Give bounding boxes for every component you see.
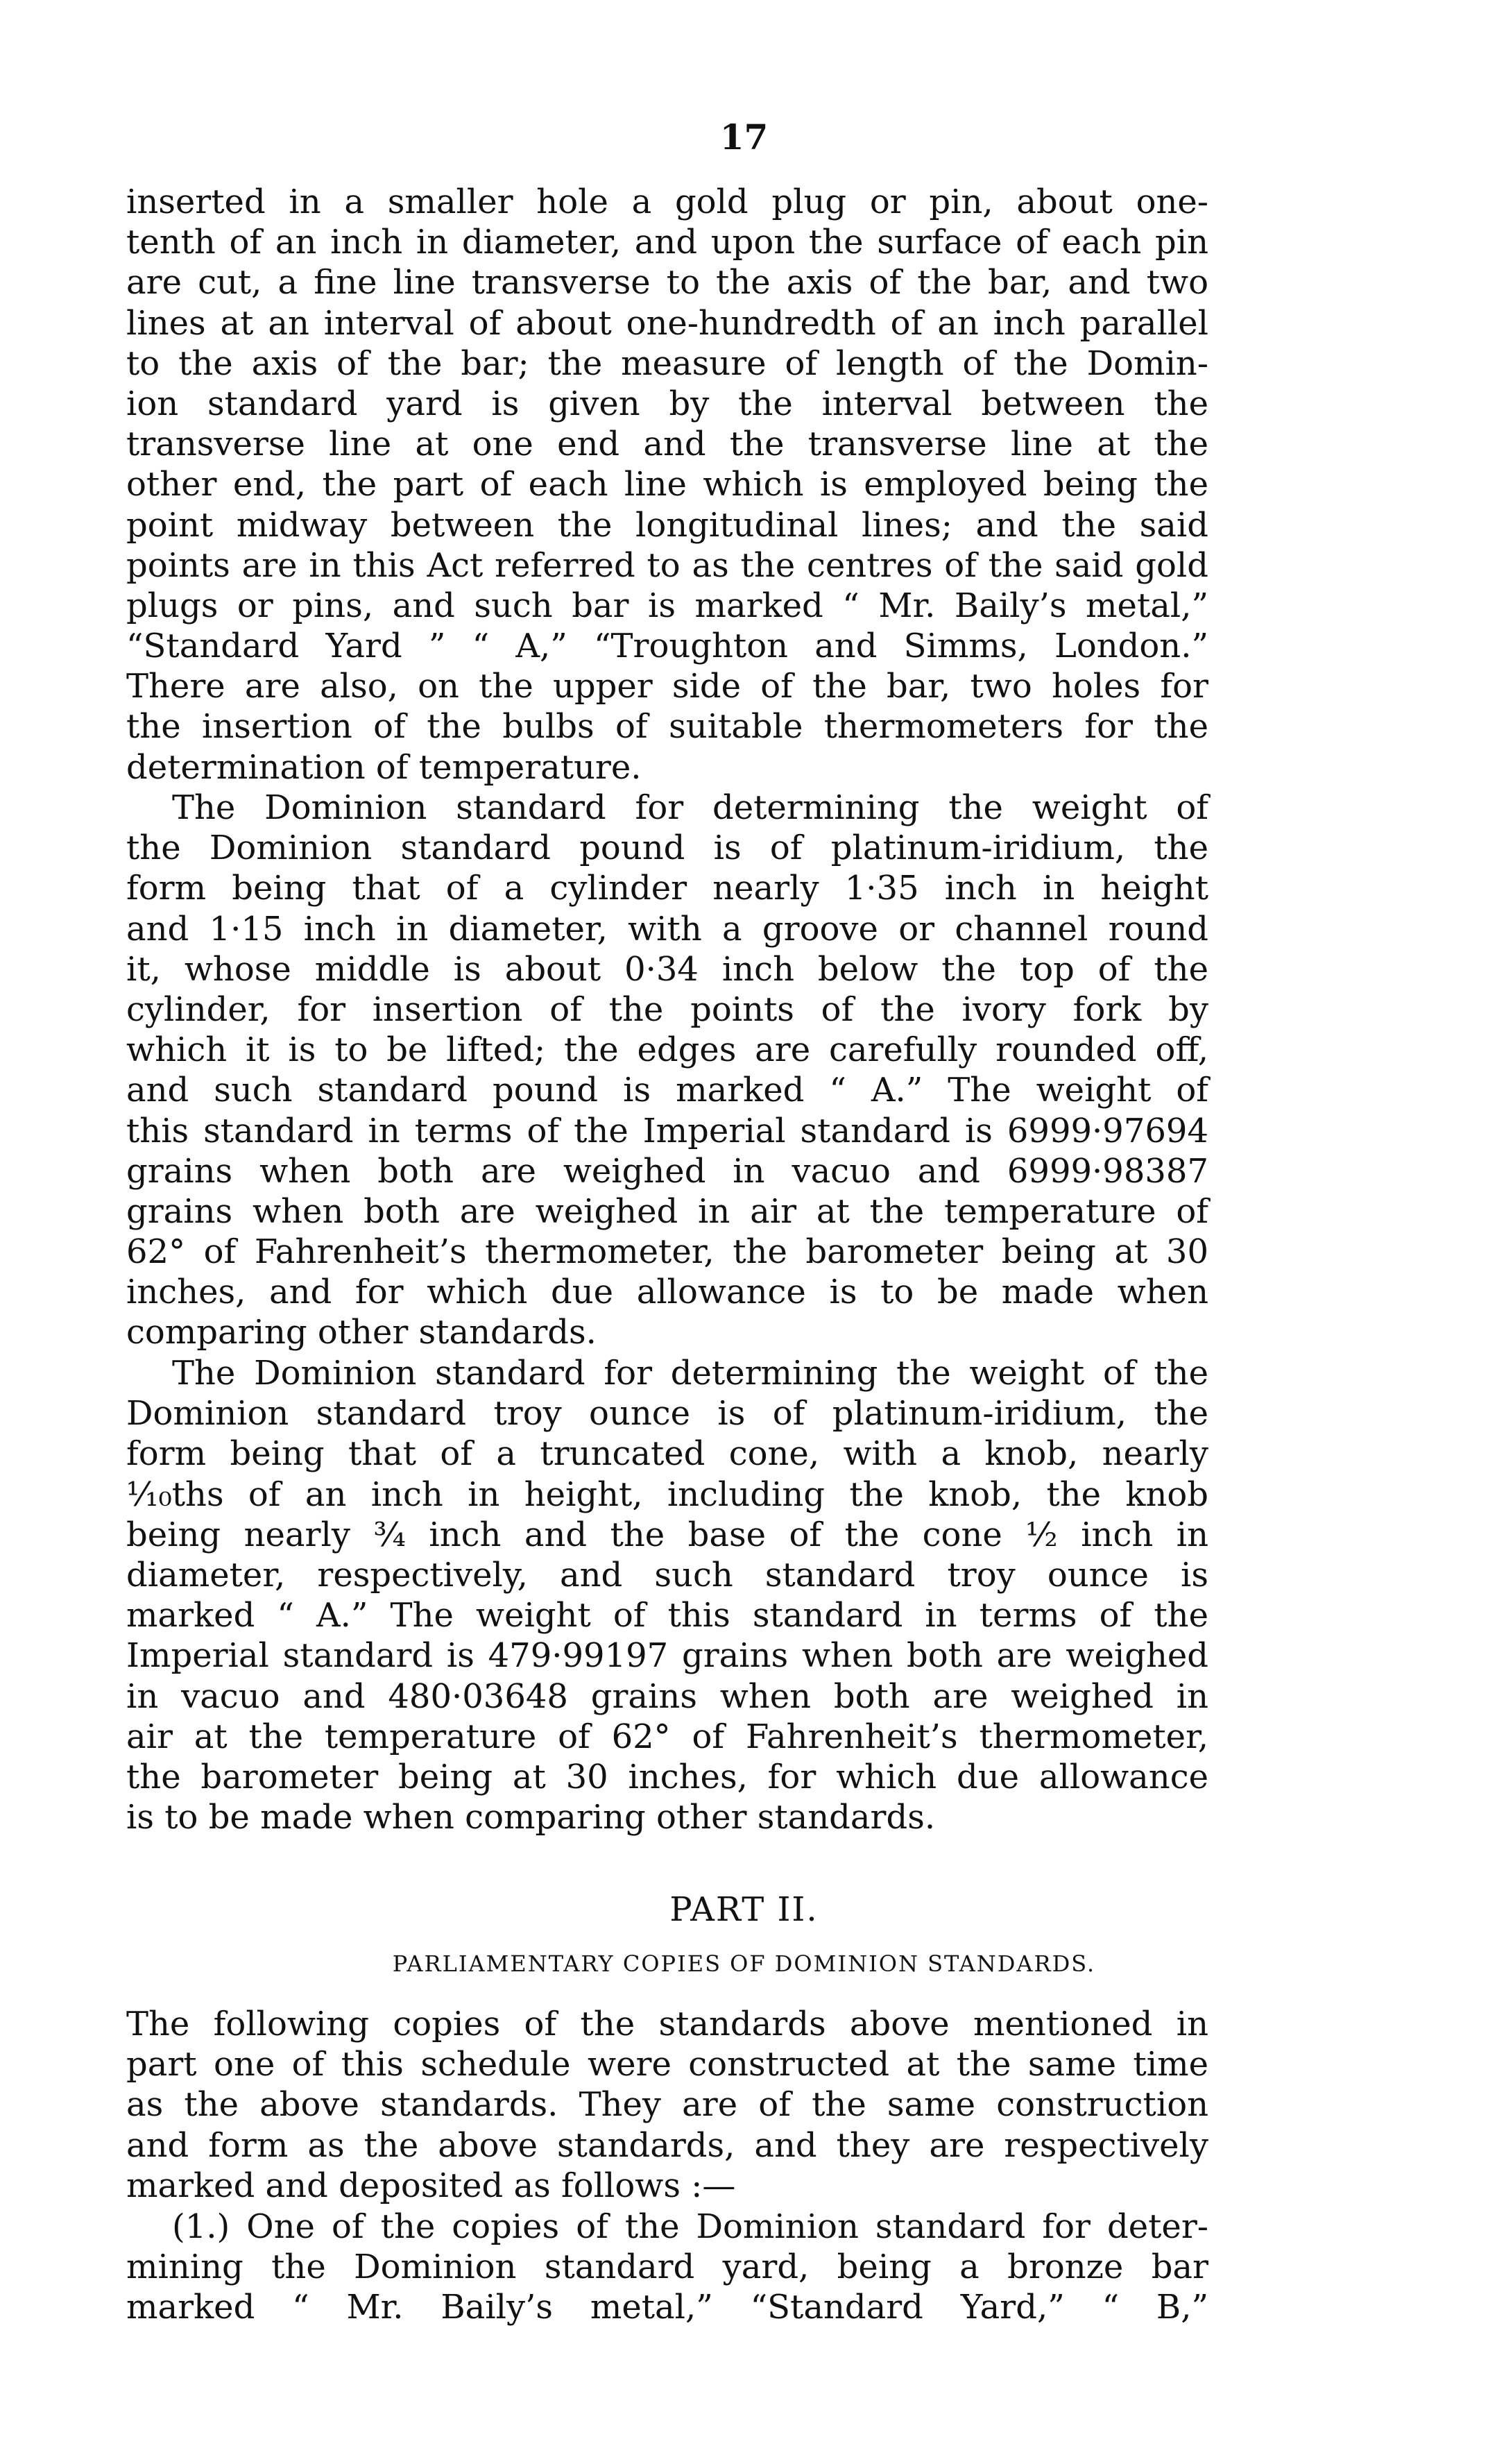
text-line: marked “ Mr. Baily’s metal,” “Standard Yard,” “ B,” (126, 2288, 1208, 2327)
text-line: The Dominion standard for determining the weight of (172, 788, 1208, 827)
text-line: as the above standards. They are of the same construction (126, 2085, 1208, 2125)
text-line: the barometer being at 30 inches, for which due allowance (126, 1757, 1208, 1796)
text-line: points are in this Act referred to as the centres of the said gold (126, 545, 1208, 585)
text-line: part one of this schedule were constructed at the same time (126, 2045, 1208, 2084)
text-line: point midway between the longitudinal lines; and the said (126, 505, 1208, 545)
part-heading: PART II. (669, 1890, 819, 1929)
paragraph-copies-intro (126, 2004, 1208, 2206)
text-line: plugs or pins, and such bar is marked “ Mr. Baily’s metal,” (126, 586, 1208, 625)
text-line: and 1·15 inch in diameter, with a groove or channel round (126, 909, 1208, 949)
text-line: are cut, a fine line transverse to the axis of the bar, and two (126, 263, 1208, 303)
text-line: air at the temperature of 62° of Fahrenheit’s thermometer, (126, 1717, 1208, 1756)
text-line: There are also, on the upper side of the bar, two holes for (126, 667, 1208, 706)
text-line: Imperial standard is 479·99197 grains when both are weighed (126, 1636, 1208, 1676)
text-line: The following copies of the standards above mentioned in (126, 2005, 1208, 2044)
text-line: which it is to be lifted; the edges are carefully rounded off, (126, 1030, 1208, 1070)
text-line: marked and deposited as follows :— (126, 2166, 736, 2205)
text-line: to the axis of the bar; the measure of length of the Domin- (126, 343, 1208, 383)
text-line: determination of temperature. (126, 747, 642, 787)
text-line: grains when both are weighed in air at the temperature of (126, 1191, 1208, 1231)
text-line: lines at an interval of about one-hundredth of an inch parallel (126, 303, 1208, 343)
text-line: the insertion of the bulbs of suitable thermometers for the (126, 707, 1208, 747)
text-line: comparing other standards. (126, 1313, 597, 1352)
paragraph-standard-troy-ounce (126, 1353, 1208, 1837)
text-line: form being that of a cylinder nearly 1·35 inch in height (126, 869, 1208, 908)
text-line: “Standard Yard ” “ A,” “Troughton and Simms, London.” (126, 627, 1208, 666)
text-line: being nearly ¾ inch and the base of the cone ½ inch in (126, 1515, 1208, 1554)
text-line: it, whose middle is about 0·34 inch below the top of the (126, 949, 1208, 989)
page-number: 17 (719, 117, 769, 158)
text-line: grains when both are weighed in vacuo and 6999·98387 (126, 1151, 1208, 1191)
text-line: is to be made when comparing other standards. (126, 1798, 936, 1837)
text-line: in vacuo and 480·03648 grains when both are weighed in (126, 1676, 1208, 1716)
paragraph-copy-1 (126, 2207, 1208, 2328)
text-line: mining the Dominion standard yard, being a bronze bar (126, 2248, 1208, 2287)
text-line: The Dominion standard for determining the weight of the (172, 1354, 1208, 1393)
text-line: (1.) One of the copies of the Dominion standard for deter- (172, 2207, 1208, 2246)
text-line: 62° of Fahrenheit’s thermometer, the barometer being at 30 (126, 1232, 1208, 1272)
text-line: cylinder, for insertion of the points of the ivory fork by (126, 989, 1208, 1029)
paragraph-continued (126, 182, 1208, 788)
text-line: marked “ A.” The weight of this standard in terms of the (126, 1596, 1208, 1635)
text-line: tenth of an inch in diameter, and upon the surface of each pin (126, 223, 1208, 262)
text-line: this standard in terms of the Imperial standard is 6999·97694 (126, 1111, 1208, 1150)
text-line: ¹⁄₁₀ths of an inch in height, including the knob, the knob (126, 1475, 1208, 1514)
text-line: inserted in a smaller hole a gold plug or pin, about one- (126, 182, 1208, 221)
text-line: and such standard pound is marked “ A.” The weight of (126, 1071, 1208, 1110)
text-line: transverse line at one end and the transverse line at the (126, 425, 1208, 464)
text-line: diameter, respectively, and such standard troy ounce is (126, 1555, 1208, 1595)
paragraph-standard-pound (126, 788, 1208, 1353)
text-line: other end, the part of each line which is employed being the (126, 465, 1208, 504)
part-subheading: PARLIAMENTARY COPIES OF DOMINION STANDARDS. (392, 1951, 1096, 1977)
text-line: ion standard yard is given by the interval between the (126, 384, 1208, 423)
text-line: and form as the above standards, and they are respectively (126, 2125, 1208, 2165)
text-line: inches, and for which due allowance is to be made when (126, 1273, 1208, 1312)
text-line: the Dominion standard pound is of platinum-iridium, the (126, 829, 1208, 868)
text-line: form being that of a truncated cone, with a knob, nearly (126, 1434, 1208, 1474)
text-line: Dominion standard troy ounce is of platinum-iridium, the (126, 1394, 1208, 1434)
